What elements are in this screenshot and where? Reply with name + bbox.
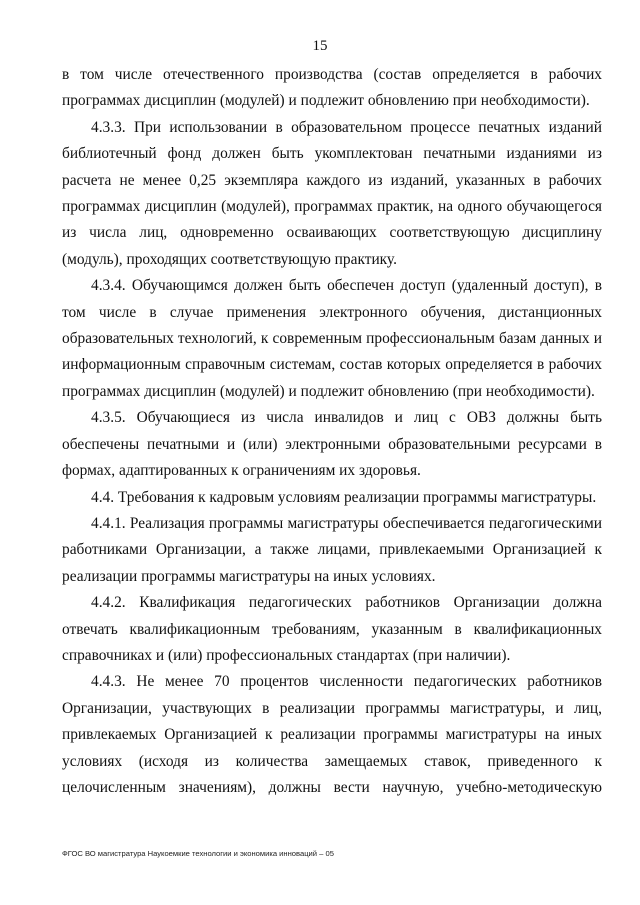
page-number: 15 bbox=[312, 38, 328, 54]
paragraph-4-4-1: 4.4.1. Реализация программы магистратуры обеспечивается педагогическими работниками Организации, а также лицами, привлекаемыми Организацией к реализации программы магистратуры на иных условиях. bbox=[62, 514, 602, 585]
section-heading-4-4: 4.4. Требования к кадровым условиям реализации программы магистратуры. bbox=[91, 488, 597, 506]
page-footer: ФГОС ВО магистратура Наукоемкие технологии и экономика инноваций – 05 bbox=[62, 849, 334, 858]
paragraph-4-3-3: 4.3.3. При использовании в образовательном процессе печатных изданий библиотечный фонд должен быть укомплектован печатными изданиями из расчета не менее 0,25 экземпляра каждого из изданий, указанных в рабочих программах дисциплин (модулей), программах практик, на одного обучающегося из числа лиц, одновременно осваивающих соответствующую дисциплину (модуль), проходящих соответствующую практику. bbox=[62, 118, 602, 268]
paragraph-4-4-2: 4.4.2. Квалификация педагогических работников Организации должна отвечать квалификационным требованиям, указанным в квалификационных справочниках и (или) профессиональных стандартах (при наличии). bbox=[62, 594, 602, 664]
paragraph-4-3-4: 4.3.4. Обучающимся должен быть обеспечен доступ (удаленный доступ), в том числе в случае применения электронного обучения, дистанционных образовательных технологий, к современным профессиональным базам данных и информационным справочным системам, состав которых определяется в рабочих программах дисциплин (модулей) и подлежит обновлению (при необходимости). bbox=[62, 277, 602, 400]
paragraph-4-4-3: 4.4.3. Не менее 70 процентов численности педагогических работников Организации, участвующих в реализации программы магистратуры, и лиц, привлекаемых Организацией к реализации программы магистратуры на иных условиях (исходя из количества замещаемых ставок, приведенного к целочисленным значениям), должны вести научную, учебно-методическую bbox=[62, 673, 602, 796]
paragraph-continuation: в том числе отечественного производства (состав определяется в рабочих программах дисциплин (модулей) и подлежит обновлению при необходимости). bbox=[62, 66, 602, 110]
document-body bbox=[62, 62, 602, 801]
paragraph-4-3-5: 4.3.5. Обучающиеся из числа инвалидов и лиц с ОВЗ должны быть обеспечены печатными и (или) электронными образовательными ресурсами в формах, адаптированных к ограничениям их здоровья. bbox=[62, 409, 602, 480]
